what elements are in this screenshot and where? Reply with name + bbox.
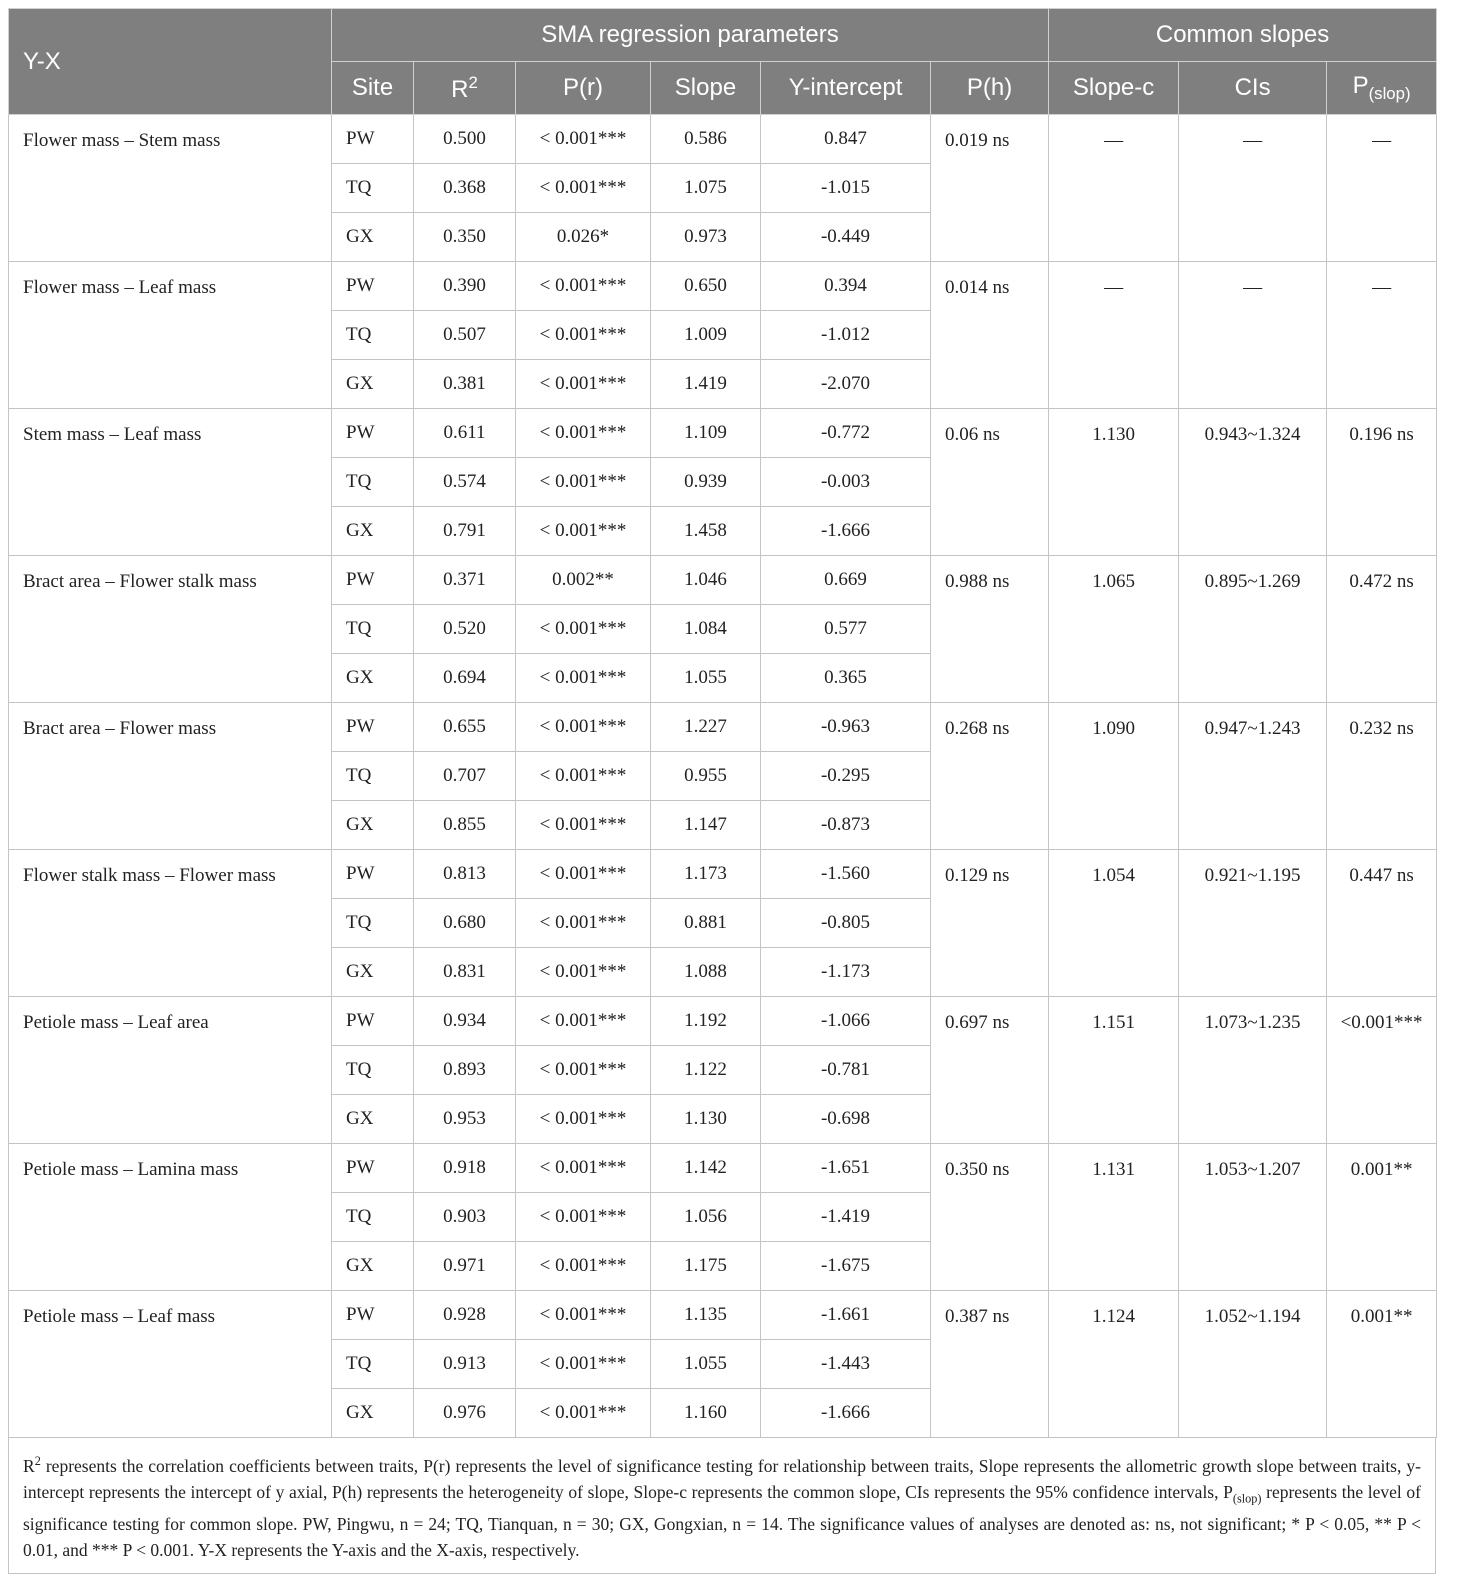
trait-pair-cell: Bract area – Flower mass [9, 703, 332, 850]
site-cell: PW [332, 997, 414, 1046]
site-cell: TQ [332, 164, 414, 213]
pr-cell: < 0.001*** [516, 997, 651, 1046]
y-intercept-cell: -1.066 [761, 997, 931, 1046]
pr-cell: < 0.001*** [516, 801, 651, 850]
site-cell: GX [332, 948, 414, 997]
slope-cell: 1.055 [651, 1340, 761, 1389]
r2-cell: 0.934 [414, 997, 516, 1046]
pr-cell: < 0.001*** [516, 262, 651, 311]
y-intercept-cell: -1.666 [761, 507, 931, 556]
r2-cell: 0.913 [414, 1340, 516, 1389]
pr-cell: < 0.001*** [516, 850, 651, 899]
pr-cell: 0.002** [516, 556, 651, 605]
cis-cell: 0.895~1.269 [1179, 556, 1327, 703]
site-cell: GX [332, 801, 414, 850]
r2-cell: 0.791 [414, 507, 516, 556]
r2-cell: 0.707 [414, 752, 516, 801]
y-intercept-cell: -0.772 [761, 409, 931, 458]
trait-pair-cell: Petiole mass – Leaf mass [9, 1291, 332, 1438]
cis-cell: — [1179, 262, 1327, 409]
ph-cell: 0.268 ns [931, 703, 1049, 850]
ph-cell: 0.350 ns [931, 1144, 1049, 1291]
slope-c-cell: 1.090 [1049, 703, 1179, 850]
site-cell: GX [332, 360, 414, 409]
slope-cell: 1.175 [651, 1242, 761, 1291]
y-intercept-cell: 0.847 [761, 115, 931, 164]
y-intercept-cell: -1.675 [761, 1242, 931, 1291]
pr-cell: < 0.001*** [516, 605, 651, 654]
r2-cell: 0.371 [414, 556, 516, 605]
slope-cell: 0.586 [651, 115, 761, 164]
trait-pair-cell: Petiole mass – Lamina mass [9, 1144, 332, 1291]
trait-pair-cell: Flower mass – Stem mass [9, 115, 332, 262]
header-ph: P(h) [931, 62, 1049, 115]
r2-cell: 0.903 [414, 1193, 516, 1242]
slope-cell: 1.084 [651, 605, 761, 654]
site-cell: PW [332, 1144, 414, 1193]
sma-regression-table [8, 8, 1437, 1438]
pr-cell: < 0.001*** [516, 1242, 651, 1291]
slope-c-cell: — [1049, 262, 1179, 409]
y-intercept-cell: -1.651 [761, 1144, 931, 1193]
y-intercept-cell: -1.560 [761, 850, 931, 899]
cis-cell: 1.053~1.207 [1179, 1144, 1327, 1291]
r2-cell: 0.928 [414, 1291, 516, 1340]
slope-cell: 0.881 [651, 899, 761, 948]
table-row [9, 115, 1437, 164]
y-intercept-cell: -0.449 [761, 213, 931, 262]
pr-cell: < 0.001*** [516, 1193, 651, 1242]
site-cell: PW [332, 115, 414, 164]
site-cell: PW [332, 556, 414, 605]
slope-cell: 1.227 [651, 703, 761, 752]
slope-c-cell: 1.065 [1049, 556, 1179, 703]
ph-cell: 0.06 ns [931, 409, 1049, 556]
site-cell: TQ [332, 1046, 414, 1095]
pslop-cell: 0.472 ns [1327, 556, 1437, 703]
pslop-cell: 0.001** [1327, 1291, 1437, 1438]
ph-cell: 0.697 ns [931, 997, 1049, 1144]
pr-cell: < 0.001*** [516, 899, 651, 948]
r2-cell: 0.680 [414, 899, 516, 948]
slope-cell: 1.160 [651, 1389, 761, 1438]
header-yx: Y-X [9, 9, 332, 115]
r2-cell: 0.507 [414, 311, 516, 360]
slope-cell: 1.122 [651, 1046, 761, 1095]
y-intercept-cell: 0.577 [761, 605, 931, 654]
y-intercept-cell: -1.666 [761, 1389, 931, 1438]
y-intercept-cell: -0.873 [761, 801, 931, 850]
header-cis: CIs [1179, 62, 1327, 115]
r2-cell: 0.390 [414, 262, 516, 311]
y-intercept-cell: -1.661 [761, 1291, 931, 1340]
site-cell: TQ [332, 752, 414, 801]
header-slope-c: Slope-c [1049, 62, 1179, 115]
site-cell: TQ [332, 1193, 414, 1242]
y-intercept-cell: 0.394 [761, 262, 931, 311]
slope-cell: 0.650 [651, 262, 761, 311]
r2-cell: 0.953 [414, 1095, 516, 1144]
table-row [9, 262, 1437, 311]
table-row [9, 1144, 1437, 1193]
trait-pair-cell: Flower mass – Leaf mass [9, 262, 332, 409]
y-intercept-cell: -0.963 [761, 703, 931, 752]
table-row [9, 850, 1437, 899]
slope-c-cell: 1.130 [1049, 409, 1179, 556]
pr-cell: < 0.001*** [516, 458, 651, 507]
slope-cell: 1.173 [651, 850, 761, 899]
r2-cell: 0.813 [414, 850, 516, 899]
site-cell: GX [332, 213, 414, 262]
table-row [9, 997, 1437, 1046]
site-cell: TQ [332, 1340, 414, 1389]
r2-cell: 0.831 [414, 948, 516, 997]
trait-pair-cell: Bract area – Flower stalk mass [9, 556, 332, 703]
ph-cell: 0.014 ns [931, 262, 1049, 409]
header-sma-group: SMA regression parameters [332, 9, 1049, 62]
r2-cell: 0.381 [414, 360, 516, 409]
header-r2: $R^2$ [414, 62, 516, 115]
r2-cell: 0.893 [414, 1046, 516, 1095]
pslop-cell: 0.001** [1327, 1144, 1437, 1291]
pr-cell: < 0.001*** [516, 115, 651, 164]
r2-cell: 0.694 [414, 654, 516, 703]
pr-cell: < 0.001*** [516, 1340, 651, 1389]
cis-cell: 0.921~1.195 [1179, 850, 1327, 997]
slope-cell: 1.009 [651, 311, 761, 360]
pr-cell: < 0.001*** [516, 164, 651, 213]
site-cell: PW [332, 409, 414, 458]
y-intercept-cell: -0.805 [761, 899, 931, 948]
y-intercept-cell: -1.419 [761, 1193, 931, 1242]
trait-pair-cell: Petiole mass – Leaf area [9, 997, 332, 1144]
pr-cell: < 0.001*** [516, 1095, 651, 1144]
slope-cell: 1.147 [651, 801, 761, 850]
r2-cell: 0.368 [414, 164, 516, 213]
site-cell: TQ [332, 311, 414, 360]
y-intercept-cell: -1.443 [761, 1340, 931, 1389]
slope-c-cell: — [1049, 115, 1179, 262]
y-intercept-cell: -1.015 [761, 164, 931, 213]
trait-pair-cell: Stem mass – Leaf mass [9, 409, 332, 556]
pr-cell: < 0.001*** [516, 360, 651, 409]
site-cell: PW [332, 850, 414, 899]
header-common-group: Common slopes [1049, 9, 1437, 62]
table-row [9, 703, 1437, 752]
pr-cell: < 0.001*** [516, 1046, 651, 1095]
pr-cell: < 0.001*** [516, 703, 651, 752]
pslop-cell: 0.232 ns [1327, 703, 1437, 850]
pslop-cell: 0.447 ns [1327, 850, 1437, 997]
slope-cell: 0.955 [651, 752, 761, 801]
r2-cell: 0.918 [414, 1144, 516, 1193]
cis-cell: 0.947~1.243 [1179, 703, 1327, 850]
y-intercept-cell: -0.295 [761, 752, 931, 801]
table-body [9, 115, 1437, 1438]
pslop-cell: 0.196 ns [1327, 409, 1437, 556]
slope-cell: 1.109 [651, 409, 761, 458]
slope-cell: 1.056 [651, 1193, 761, 1242]
site-cell: PW [332, 1291, 414, 1340]
slope-cell: 0.973 [651, 213, 761, 262]
header-slope: Slope [651, 62, 761, 115]
pr-cell: < 0.001*** [516, 1144, 651, 1193]
cis-cell: 0.943~1.324 [1179, 409, 1327, 556]
site-cell: TQ [332, 899, 414, 948]
pr-cell: < 0.001*** [516, 752, 651, 801]
y-intercept-cell: 0.669 [761, 556, 931, 605]
site-cell: PW [332, 262, 414, 311]
slope-c-cell: 1.124 [1049, 1291, 1179, 1438]
cis-cell: 1.073~1.235 [1179, 997, 1327, 1144]
pr-cell: < 0.001*** [516, 409, 651, 458]
site-cell: GX [332, 1389, 414, 1438]
pslop-cell: — [1327, 262, 1437, 409]
cis-cell: — [1179, 115, 1327, 262]
header-y-intercept: Y-intercept [761, 62, 931, 115]
slope-cell: 0.939 [651, 458, 761, 507]
site-cell: GX [332, 1095, 414, 1144]
pr-cell: < 0.001*** [516, 948, 651, 997]
slope-cell: 1.130 [651, 1095, 761, 1144]
header-site: Site [332, 62, 414, 115]
header-pr: P(r) [516, 62, 651, 115]
y-intercept-cell: -0.781 [761, 1046, 931, 1095]
trait-pair-cell: Flower stalk mass – Flower mass [9, 850, 332, 997]
pslop-cell: — [1327, 115, 1437, 262]
site-cell: GX [332, 1242, 414, 1291]
pr-cell: < 0.001*** [516, 311, 651, 360]
site-cell: GX [332, 507, 414, 556]
y-intercept-cell: -0.698 [761, 1095, 931, 1144]
slope-cell: 1.419 [651, 360, 761, 409]
table-row [9, 1291, 1437, 1340]
slope-c-cell: 1.151 [1049, 997, 1179, 1144]
slope-cell: 1.075 [651, 164, 761, 213]
slope-c-cell: 1.131 [1049, 1144, 1179, 1291]
pr-cell: < 0.001*** [516, 1291, 651, 1340]
y-intercept-cell: -1.012 [761, 311, 931, 360]
slope-cell: 1.088 [651, 948, 761, 997]
cis-cell: 1.052~1.194 [1179, 1291, 1327, 1438]
r2-cell: 0.655 [414, 703, 516, 752]
r2-cell: 0.574 [414, 458, 516, 507]
slope-cell: 1.142 [651, 1144, 761, 1193]
pr-cell: < 0.001*** [516, 1389, 651, 1438]
table-footnote: $R^2$ represents the correlation coefficients between traits, P(r) represents the level of significance testing for relationship between traits, Slope represents the allometric growth slope between traits, y-intercept represents the intercept of y axial, P(h) represents the heterogeneity of slope, Slope-c represents the common slope, CIs represents the 95% confidence intervals, $P_{(slop)}$ represents the level of significance testing for common slope. PW, Pingwu, n = 24; TQ, Tianquan, n = 30; GX, Gongxian, n = 14. The significance values of analyses are denoted as: ns, not significant; * P < 0.05, ** P < 0.01, and *** P < 0.001. Y-X represents the Y-axis and the X-axis, respectively. [8, 1438, 1436, 1574]
slope-cell: 1.046 [651, 556, 761, 605]
table-row [9, 556, 1437, 605]
r2-cell: 0.611 [414, 409, 516, 458]
pr-cell: 0.026* [516, 213, 651, 262]
r2-cell: 0.520 [414, 605, 516, 654]
slope-cell: 1.135 [651, 1291, 761, 1340]
r2-cell: 0.971 [414, 1242, 516, 1291]
pr-cell: < 0.001*** [516, 654, 651, 703]
table-row [9, 409, 1437, 458]
y-intercept-cell: -0.003 [761, 458, 931, 507]
slope-cell: 1.192 [651, 997, 761, 1046]
r2-cell: 0.976 [414, 1389, 516, 1438]
r2-cell: 0.855 [414, 801, 516, 850]
r2-cell: 0.500 [414, 115, 516, 164]
site-cell: TQ [332, 458, 414, 507]
y-intercept-cell: 0.365 [761, 654, 931, 703]
ph-cell: 0.988 ns [931, 556, 1049, 703]
y-intercept-cell: -1.173 [761, 948, 931, 997]
site-cell: GX [332, 654, 414, 703]
pslop-cell: <0.001*** [1327, 997, 1437, 1144]
slope-cell: 1.458 [651, 507, 761, 556]
ph-cell: 0.387 ns [931, 1291, 1049, 1438]
ph-cell: 0.019 ns [931, 115, 1049, 262]
table-container [8, 8, 1436, 1574]
site-cell: PW [332, 703, 414, 752]
slope-cell: 1.055 [651, 654, 761, 703]
ph-cell: 0.129 ns [931, 850, 1049, 997]
pr-cell: < 0.001*** [516, 507, 651, 556]
header-pslop: $P_{(slop)}$ [1327, 62, 1437, 115]
r2-cell: 0.350 [414, 213, 516, 262]
site-cell: TQ [332, 605, 414, 654]
slope-c-cell: 1.054 [1049, 850, 1179, 997]
y-intercept-cell: -2.070 [761, 360, 931, 409]
